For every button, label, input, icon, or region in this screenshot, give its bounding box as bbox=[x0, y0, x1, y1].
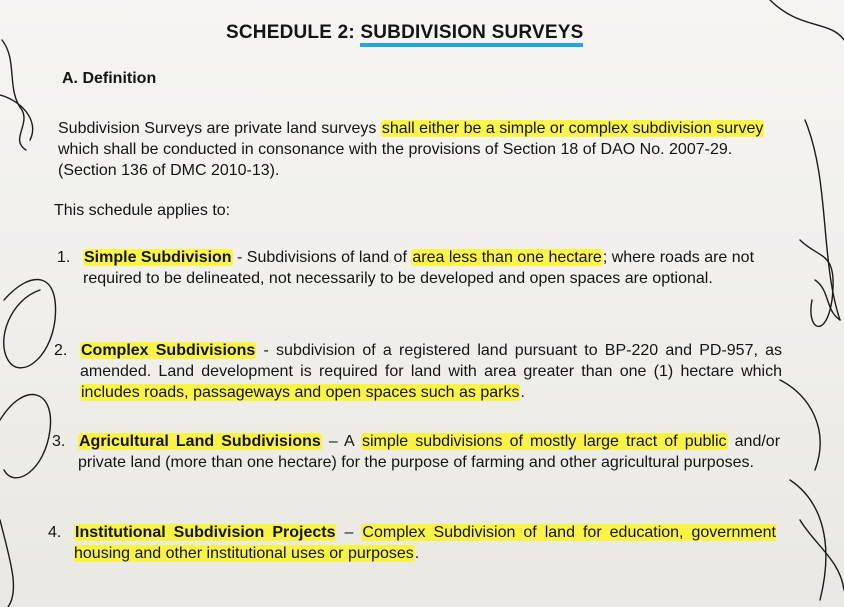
list-item-term: Simple Subdivision bbox=[84, 249, 232, 266]
list-item-text-a: - subdivision of a registered land pursuant to BP-220 and PD-957, as amended. Land development is required for land with area greater than one (1) hectare which bbox=[80, 342, 783, 380]
list-item-text-a: - Subdivisions of land of bbox=[232, 249, 412, 266]
section-a-heading: A. Definition bbox=[62, 70, 157, 87]
definition-part1: Subdivision Surveys are private land surveys bbox=[58, 120, 381, 137]
list-item-text-b: . bbox=[414, 545, 420, 562]
definition-paragraph bbox=[58, 118, 783, 181]
list-item-text-a: – A bbox=[321, 433, 361, 450]
list-item-number: 3. bbox=[52, 433, 66, 450]
list-item-number: 4. bbox=[48, 524, 62, 541]
definition-part2: which shall be conducted in consonance with the provisions of Section 18 of DAO No. 2007-29. (Section 136 of DMC 2010-13). bbox=[58, 141, 733, 179]
list-item-text-b: and/or private land (more than one hectare) for the purpose of farming and other agricultural purposes. bbox=[78, 433, 781, 471]
applies-to-text: This schedule applies to: bbox=[54, 202, 231, 219]
list-item-text-b: ; where roads are not required to be delineated, not necessarily to be developed and open spaces are optional. bbox=[83, 249, 755, 287]
list-item-term: Agricultural Land Subdivisions bbox=[79, 433, 321, 450]
definition-highlight: shall either be a simple or complex subdivision survey bbox=[381, 120, 764, 137]
list-item bbox=[57, 247, 783, 289]
list-item bbox=[52, 431, 781, 473]
list-item-number: 1. bbox=[57, 249, 71, 266]
list-item-highlight: area less than one hectare bbox=[412, 249, 602, 266]
list-item-text-b: . bbox=[520, 384, 525, 401]
list-item-highlight: includes roads, passageways and open spaces such as parks bbox=[81, 384, 520, 401]
list-item-number: 2. bbox=[54, 342, 68, 359]
list-item-term: Institutional Subdivision Projects bbox=[75, 524, 336, 541]
schedule-prefix: SCHEDULE 2: bbox=[226, 22, 361, 43]
schedule-title-text: SUBDIVISION SURVEYS bbox=[360, 22, 583, 47]
list-item-text-a: – bbox=[336, 524, 362, 541]
list-item bbox=[54, 340, 783, 403]
schedule-title bbox=[226, 22, 583, 44]
list-item-highlight: simple subdivisions of mostly large tract of public bbox=[361, 433, 727, 450]
list-item-highlight: Complex Subdivision of land for education, government housing and other institutional uses or purposes bbox=[74, 524, 776, 562]
list-item bbox=[48, 522, 776, 564]
list-item-term: Complex Subdivisions bbox=[81, 342, 256, 359]
